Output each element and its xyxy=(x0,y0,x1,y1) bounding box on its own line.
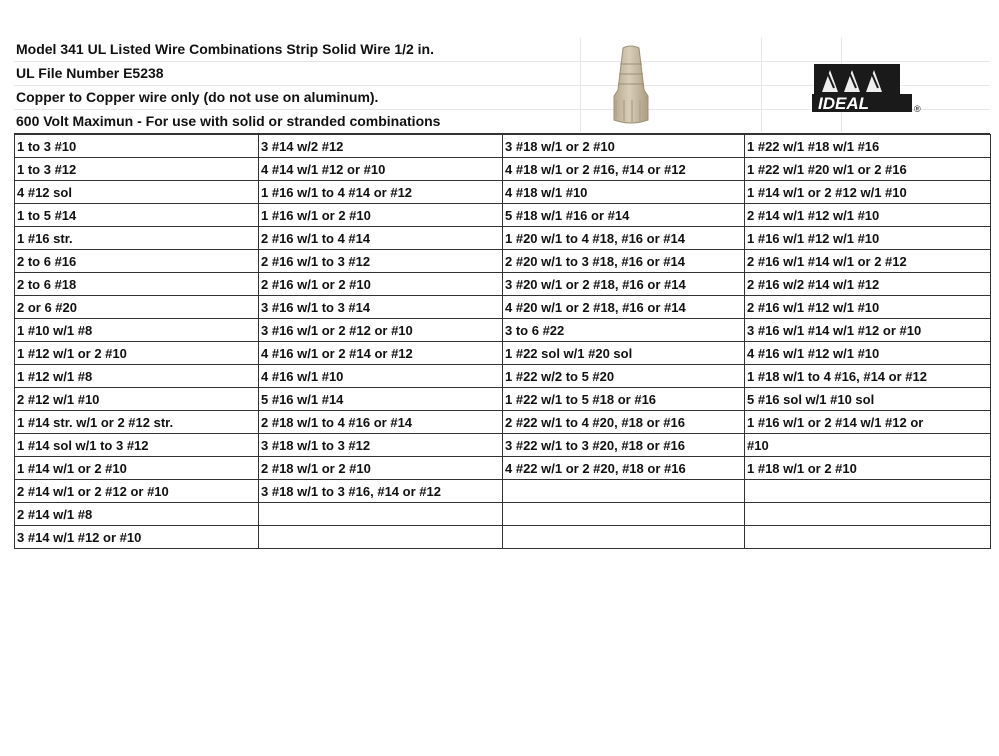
table-row xyxy=(15,480,991,503)
table-row xyxy=(15,434,991,457)
table-cell: 1 #22 w/1 to 5 #18 or #16 xyxy=(503,388,745,411)
table-row xyxy=(15,526,991,549)
table-row xyxy=(15,158,991,181)
table-cell: 5 #18 w/1 #16 or #14 xyxy=(503,204,745,227)
table-cell: 1 #22 w/2 to 5 #20 xyxy=(503,365,745,388)
table-cell: 4 #16 w/1 #12 w/1 #10 xyxy=(745,342,991,365)
copper-notice-line: Copper to Copper wire only (do not use on aluminum). xyxy=(14,86,990,110)
table-cell: 3 #16 w/1 #14 w/1 #12 or #10 xyxy=(745,319,991,342)
table-row xyxy=(15,503,991,526)
svg-text:®: ® xyxy=(914,104,921,114)
table-cell: 3 #18 w/1 or 2 #10 xyxy=(503,135,745,158)
table-cell: 1 to 5 #14 xyxy=(15,204,259,227)
table-cell: 3 #14 w/2 #12 xyxy=(259,135,503,158)
table-cell: 2 #18 w/1 to 4 #16 or #14 xyxy=(259,411,503,434)
table-cell: 3 #18 w/1 to 3 #12 xyxy=(259,434,503,457)
table-cell: 2 #14 w/1 #12 w/1 #10 xyxy=(745,204,991,227)
ul-file-line: UL File Number E5238 xyxy=(14,62,990,86)
table-cell: 1 #22 w/1 #20 w/1 or 2 #16 xyxy=(745,158,991,181)
table-cell: 1 #18 w/1 to 4 #16, #14 or #12 xyxy=(745,365,991,388)
table-cell: 4 #18 w/1 #10 xyxy=(503,181,745,204)
table-cell: 2 #16 w/2 #14 w/1 #12 xyxy=(745,273,991,296)
table-cell: 2 #14 w/1 #8 xyxy=(15,503,259,526)
table-cell: 4 #12 sol xyxy=(15,181,259,204)
table-cell: 1 #22 w/1 #18 w/1 #16 xyxy=(745,135,991,158)
table-cell: 1 #14 w/1 or 2 #12 w/1 #10 xyxy=(745,181,991,204)
table-cell: 3 #14 w/1 #12 or #10 xyxy=(15,526,259,549)
table-cell xyxy=(745,526,991,549)
table-cell: 2 #14 w/1 or 2 #12 or #10 xyxy=(15,480,259,503)
table-row xyxy=(15,273,991,296)
table-cell: 1 to 3 #12 xyxy=(15,158,259,181)
table-cell: 2 #16 w/1 to 4 #14 xyxy=(259,227,503,250)
table-cell: 2 to 6 #18 xyxy=(15,273,259,296)
table-row xyxy=(15,181,991,204)
table-row xyxy=(15,135,991,158)
table-row xyxy=(15,388,991,411)
table-row xyxy=(15,204,991,227)
table-cell: 2 or 6 #20 xyxy=(15,296,259,319)
table-cell: 1 #16 w/1 or 2 #14 w/1 #12 or xyxy=(745,411,991,434)
table-cell: 2 #20 w/1 to 3 #18, #16 or #14 xyxy=(503,250,745,273)
table-cell: 1 #14 str. w/1 or 2 #12 str. xyxy=(15,411,259,434)
table-cell: 3 #22 w/1 to 3 #20, #18 or #16 xyxy=(503,434,745,457)
table-cell: 1 #20 w/1 to 4 #18, #16 or #14 xyxy=(503,227,745,250)
table-cell: 1 to 3 #10 xyxy=(15,135,259,158)
table-cell: 2 #16 w/1 #12 w/1 #10 xyxy=(745,296,991,319)
table-cell: 4 #18 w/1 or 2 #16, #14 or #12 xyxy=(503,158,745,181)
logo-wordmark: IDEAL xyxy=(818,94,869,113)
table-cell: 2 #16 w/1 or 2 #10 xyxy=(259,273,503,296)
table-cell: 2 #18 w/1 or 2 #10 xyxy=(259,457,503,480)
table-cell: 5 #16 w/1 #14 xyxy=(259,388,503,411)
table-cell xyxy=(745,503,991,526)
table-cell: #10 xyxy=(745,434,991,457)
table-row xyxy=(15,227,991,250)
table-cell: 4 #20 w/1 or 2 #18, #16 or #14 xyxy=(503,296,745,319)
table-cell xyxy=(745,480,991,503)
table-cell: 4 #16 w/1 #10 xyxy=(259,365,503,388)
table-row xyxy=(15,250,991,273)
table-cell: 1 #16 w/1 to 4 #14 or #12 xyxy=(259,181,503,204)
voltage-line: 600 Volt Maximun - For use with solid or stranded combinations xyxy=(14,110,990,134)
table-cell: 2 to 6 #16 xyxy=(15,250,259,273)
table-row xyxy=(15,411,991,434)
table-cell xyxy=(503,480,745,503)
table-cell: 1 #14 w/1 or 2 #10 xyxy=(15,457,259,480)
table-cell xyxy=(503,526,745,549)
wire-connector-image xyxy=(606,44,656,128)
header-block xyxy=(14,38,990,134)
table-cell: 3 #16 w/1 or 2 #12 or #10 xyxy=(259,319,503,342)
table-cell xyxy=(503,503,745,526)
table-cell: 1 #16 w/1 or 2 #10 xyxy=(259,204,503,227)
table-cell xyxy=(259,503,503,526)
table-body xyxy=(15,135,991,549)
table-cell: 1 #16 str. xyxy=(15,227,259,250)
table-cell: 4 #16 w/1 or 2 #14 or #12 xyxy=(259,342,503,365)
ideal-logo xyxy=(808,62,928,114)
table-cell: 3 #16 w/1 to 3 #14 xyxy=(259,296,503,319)
table-cell: 4 #14 w/1 #12 or #10 xyxy=(259,158,503,181)
table-cell: 2 #22 w/1 to 4 #20, #18 or #16 xyxy=(503,411,745,434)
table-cell: 2 #12 w/1 #10 xyxy=(15,388,259,411)
table-cell: 1 #18 w/1 or 2 #10 xyxy=(745,457,991,480)
table-cell: 4 #22 w/1 or 2 #20, #18 or #16 xyxy=(503,457,745,480)
table-cell: 2 #16 w/1 #14 w/1 or 2 #12 xyxy=(745,250,991,273)
table-cell: 1 #22 sol w/1 #20 sol xyxy=(503,342,745,365)
table-row xyxy=(15,342,991,365)
table-cell xyxy=(259,526,503,549)
table-cell: 1 #12 w/1 #8 xyxy=(15,365,259,388)
table-cell: 1 #16 w/1 #12 w/1 #10 xyxy=(745,227,991,250)
wire-combinations-table xyxy=(14,134,991,549)
table-cell: 3 #18 w/1 to 3 #16, #14 or #12 xyxy=(259,480,503,503)
table-row xyxy=(15,296,991,319)
spec-sheet xyxy=(14,38,990,549)
table-cell: 3 to 6 #22 xyxy=(503,319,745,342)
table-cell: 3 #20 w/1 or 2 #18, #16 or #14 xyxy=(503,273,745,296)
title-line: Model 341 UL Listed Wire Combinations Strip Solid Wire 1/2 in. xyxy=(14,38,990,62)
table-row xyxy=(15,365,991,388)
table-cell: 1 #12 w/1 or 2 #10 xyxy=(15,342,259,365)
table-cell: 1 #10 w/1 #8 xyxy=(15,319,259,342)
table-row xyxy=(15,319,991,342)
table-row xyxy=(15,457,991,480)
table-cell: 1 #14 sol w/1 to 3 #12 xyxy=(15,434,259,457)
table-cell: 5 #16 sol w/1 #10 sol xyxy=(745,388,991,411)
table-cell: 2 #16 w/1 to 3 #12 xyxy=(259,250,503,273)
